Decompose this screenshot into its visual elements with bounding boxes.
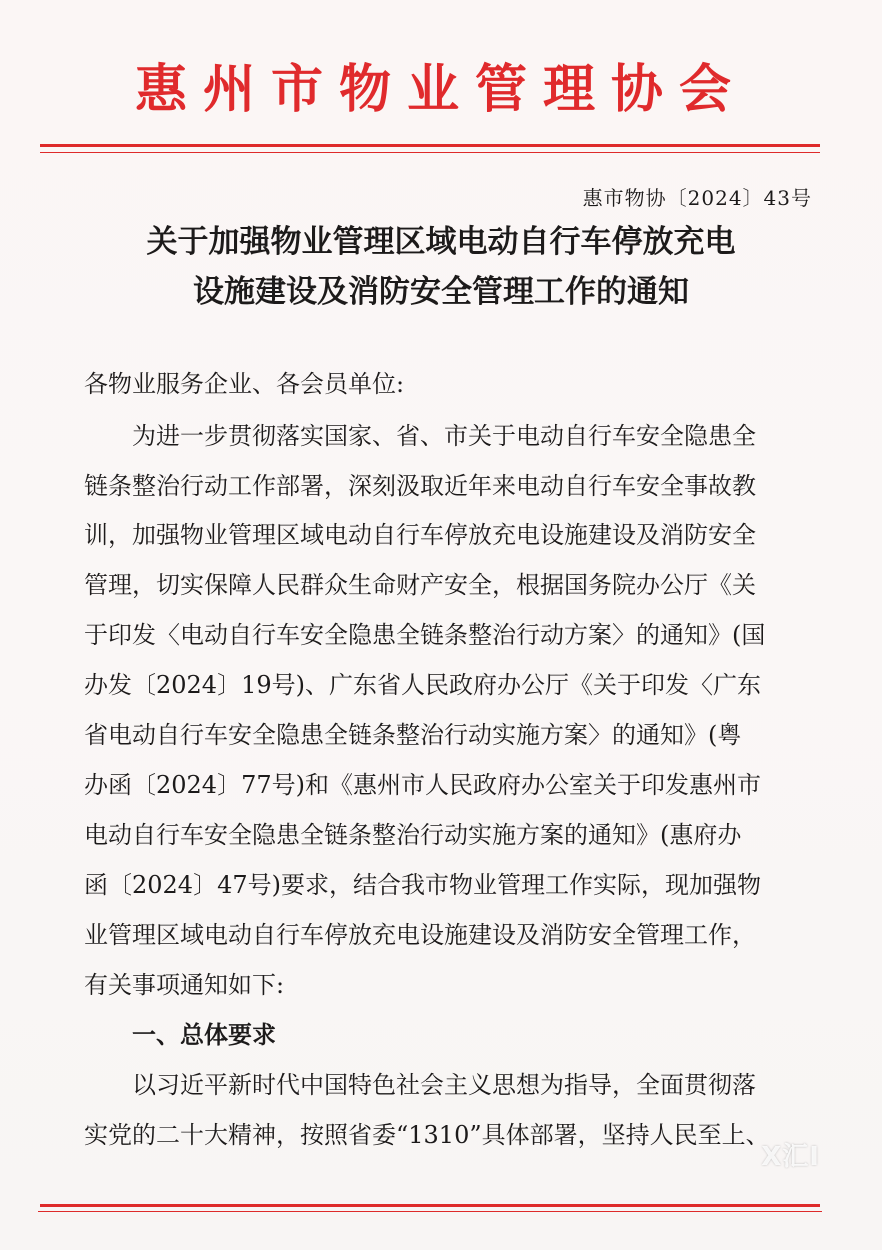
- document-title-line: 设施建设及消防安全管理工作的通知: [193, 274, 689, 310]
- salutation: 各物业服务企业、各会员单位:: [84, 370, 405, 398]
- letterhead-rule-thin: [40, 152, 820, 153]
- letterhead-rule-thick: [40, 144, 820, 147]
- footer-rule-thick: [40, 1204, 820, 1207]
- body-line: 有关事项通知如下:: [84, 971, 285, 999]
- body-line: 办发〔2024〕19号)、广东省人民政府办公厅《关于印发〈广东: [84, 671, 761, 699]
- body-line: 函〔2024〕47号)要求，结合我市物业管理工作实际，现加强物: [84, 871, 761, 899]
- section-line: 实党的二十大精神，按照省委“1310”具体部署，坚持人民至上、: [84, 1121, 770, 1149]
- body-line: 管理，切实保障人民群众生命财产安全，根据国务院办公厅《关: [84, 571, 756, 599]
- section-line: 以习近平新时代中国特色社会主义思想为指导，全面贯彻落: [132, 1071, 756, 1099]
- section-heading: 一、总体要求: [132, 1021, 276, 1049]
- body-line: 训，加强物业管理区域电动自行车停放充电设施建设及消防安全: [84, 521, 756, 549]
- document-number: 惠市物协〔2024〕43号: [582, 186, 812, 210]
- body-line: 链条整治行动工作部署，深刻汲取近年来电动自行车安全事故教: [84, 472, 756, 500]
- body-line: 业管理区域电动自行车停放充电设施建设及消防安全管理工作，: [84, 921, 756, 949]
- body-line: 于印发〈电动自行车安全隐患全链条整治行动方案〉的通知》(国: [84, 621, 766, 649]
- letterhead-org-name: 惠州市物业管理协会: [134, 59, 747, 120]
- body-line: 办函〔2024〕77号)和《惠州市人民政府办公室关于印发惠州市: [84, 771, 761, 799]
- footer-rule-thin: [38, 1211, 822, 1212]
- watermark: X汇I: [761, 1142, 820, 1172]
- body-line: 为进一步贯彻落实国家、省、市关于电动自行车安全隐患全: [132, 422, 756, 450]
- body-line: 电动自行车安全隐患全链条整治行动实施方案的通知》(惠府办: [84, 821, 742, 849]
- document-title-line: 关于加强物业管理区域电动自行车停放充电: [146, 224, 736, 260]
- body-line: 省电动自行车安全隐患全链条整治行动实施方案〉的通知》(粤: [84, 721, 742, 749]
